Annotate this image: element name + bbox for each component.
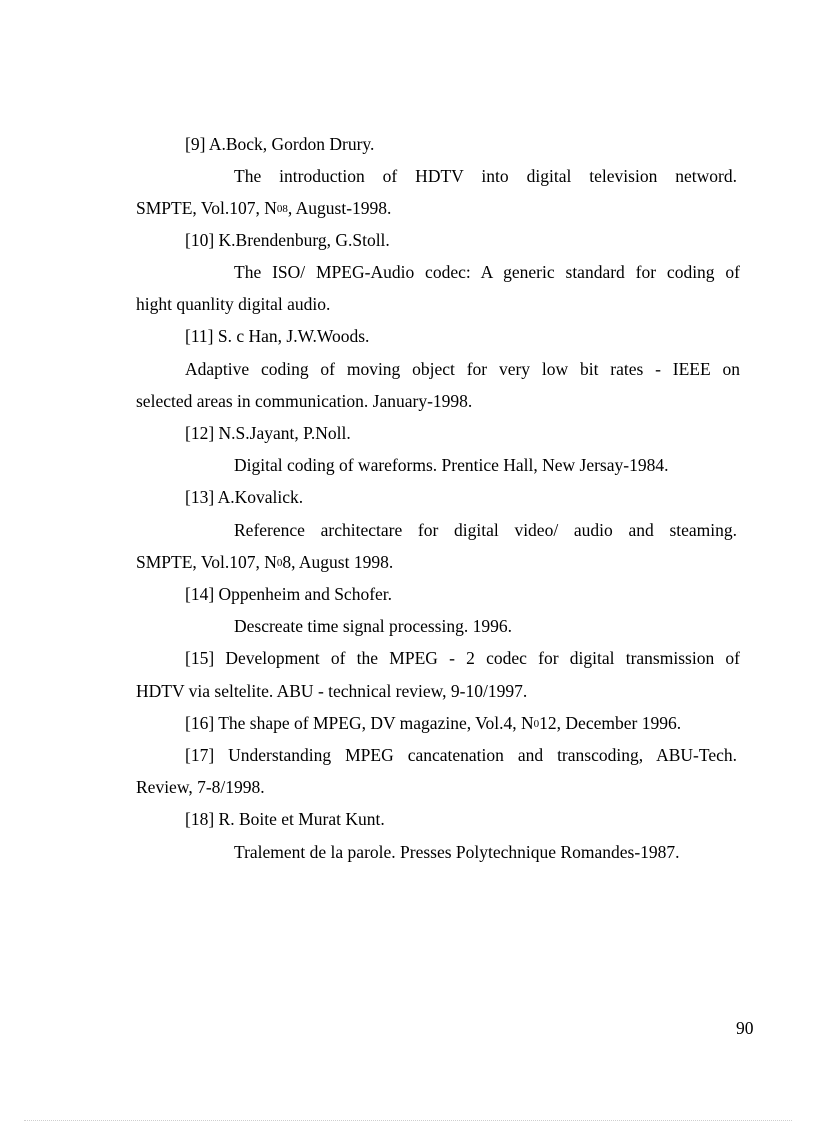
- reference-9-title: The introduction of HDTV into digital television netword.: [234, 166, 737, 186]
- reference-17-heading: [17] Understanding MPEG cancatenation and transcoding, ABU-Tech.: [185, 745, 737, 765]
- reference-12-title: Digital coding of wareforms. Prentice Hall, New Jersay-1984.: [234, 455, 669, 475]
- reference-15-title-cont: HDTV via seltelite. ABU - technical review, 9-10/1997.: [136, 681, 528, 701]
- reference-16-heading-b: 12, December 1996.: [539, 713, 682, 733]
- reference-9-source: [136, 198, 391, 218]
- reference-9-source-a: SMPTE, Vol.107, N: [136, 198, 277, 218]
- reference-10-title-cont: hight quanlity digital audio.: [136, 294, 331, 314]
- reference-15-heading: [15] Development of the MPEG - 2 codec for digital transmission of: [185, 648, 740, 668]
- reference-13-source: [136, 552, 393, 572]
- reference-13-source-a: SMPTE, Vol.107, N: [136, 552, 277, 572]
- page-bottom-divider: [24, 1120, 792, 1121]
- reference-13-title: Reference architectare for digital video/ audio and steaming.: [234, 520, 737, 540]
- reference-13-source-sup: 0: [276, 557, 283, 569]
- reference-12-heading: [12] N.S.Jayant, P.Noll.: [185, 423, 351, 443]
- reference-14-heading: [14] Oppenheim and Schofer.: [185, 584, 393, 604]
- reference-11-heading: [11] S. c Han, J.W.Woods.: [185, 326, 370, 346]
- reference-10-title: The ISO/ MPEG-Audio codec: A generic standard for coding of: [234, 262, 740, 282]
- reference-18-title: Tralement de la parole. Presses Polytechnique Romandes-1987.: [234, 842, 680, 862]
- reference-9-source-sup: 08: [276, 203, 288, 215]
- page-number: 90: [736, 1018, 754, 1038]
- reference-14-title: Descreate time signal processing. 1996.: [234, 616, 512, 636]
- reference-13-heading: [13] A.Kovalick.: [185, 487, 304, 507]
- reference-17-title-cont: Review, 7-8/1998.: [136, 777, 265, 797]
- reference-11-title-cont: selected areas in communication. January-1998.: [136, 391, 473, 411]
- reference-13-source-b: 8, August 1998.: [282, 552, 394, 572]
- reference-16-heading-sup: 0: [533, 718, 540, 730]
- reference-9-heading: [9] A.Bock, Gordon Drury.: [185, 134, 375, 154]
- reference-11-title: Adaptive coding of moving object for very low bit rates - IEEE on: [185, 359, 740, 379]
- reference-16-heading: [185, 713, 681, 733]
- reference-18-heading: [18] R. Boite et Murat Kunt.: [185, 809, 385, 829]
- reference-9-source-b: , August-1998.: [287, 198, 392, 218]
- reference-16-heading-a: [16] The shape of MPEG, DV magazine, Vol.4, N: [185, 713, 534, 733]
- reference-10-heading: [10] K.Brendenburg, G.Stoll.: [185, 230, 390, 250]
